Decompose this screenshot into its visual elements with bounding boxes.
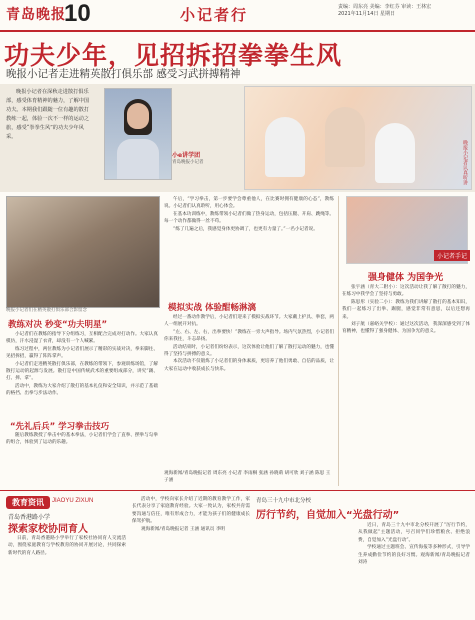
left-story-kicker: 青岛香港路小学 bbox=[8, 514, 51, 521]
paragraph: 学校通过主题班会、宣传海报等多种形式，引导学生养成勤俭节约的良好习惯。观海新闻/青岛晚报记者 刘涛 bbox=[358, 545, 470, 566]
top-photo-caption: 晚报小记者认真听讲 bbox=[462, 140, 468, 185]
paragraph: “左、右、左、右，出拳要快！”教练在一旁大声指导。场内气氛热烈，小记者们你来我往，斗志昂扬。 bbox=[164, 329, 334, 343]
article-subhead: 晚报小记者走进精英散打俱乐部 感受习武拼搏精神 bbox=[6, 68, 241, 80]
paragraph: 张宇涵（青大二附小）：这次活动让我了解了散打的魅力，在练习中我学会了坚持与勇敢。 bbox=[342, 285, 470, 298]
paragraph: 在基本功训练中，教练带领小记者们做了热身运动，包括压腿、开肩、跳绳等。每一个动作都做得一丝不苟。 bbox=[164, 211, 334, 225]
left-story-title: 探索家校协同育人 bbox=[8, 524, 88, 535]
paragraph: 活动结束时，小记者们纷纷表示，这次体验让他们了解了散打运动的魅力，也懂得了坚持与拼搏的意义。 bbox=[164, 344, 334, 358]
article-column-b bbox=[164, 196, 334, 296]
paragraph: 午后，“学习拳击，第一步要学会尊重他人，在比赛时拥有健康的心态”，教练说。小记者们认真聆听，用心体会。 bbox=[164, 197, 334, 210]
paragraph: 日前，青岛香港路小学举行了家校社协同育人交流活动，围绕家庭教育与学校教育的协同开展讨论，共同探索新时代的育人路径。 bbox=[8, 536, 126, 556]
intro-text: 晚报小记者在深秋走进散打俱乐部，感受体育精神的魅力，了解中国功夫。本期我们跟随一位有趣的散打教练一起，体验一次不一样的运动之旅，感受“拳拳生风”的功夫少年风采。 bbox=[6, 89, 90, 140]
paragraph: 活动中，教练为大家介绍了散打的基本礼仪和安全知识，并示范了基础的格挡、出拳与步法动作。 bbox=[6, 383, 158, 397]
education-news-tag: 教育资讯 bbox=[6, 496, 50, 509]
paragraph: 陈思彤（实验二小）：教练为我们讲解了散打的基本知识，我们一起练习了出拳、踢腿，感觉非常有意思，以后还想再来。 bbox=[342, 299, 470, 320]
portrait-body bbox=[117, 139, 159, 179]
subheading-sparring: 模拟实战 体验酣畅淋漓 bbox=[168, 303, 256, 313]
right-story-kicker: 青岛三十九中市北分校 bbox=[256, 498, 312, 504]
main-photo-caption: 晚报小记者们在精英散打俱乐部合影留念 bbox=[6, 308, 87, 313]
article-column-a3 bbox=[6, 432, 158, 486]
newspaper-logo: 青岛晚报 bbox=[6, 7, 66, 23]
sidebar-tag: 小记者手记 bbox=[434, 250, 470, 261]
sidebar-headline: 强身健体 为国争光 bbox=[368, 273, 444, 283]
paragraph: 刘子航（嘉峪关学校）：通过这次活动，我深深感受到了体育精神，也懂得了强身健体、为国争光的意义。 bbox=[342, 322, 470, 335]
paragraph: 本次活动不仅锻炼了小记者们的身体素质，更培养了他们勇敢、自信的品质，让大家在运动中收获成长与快乐。 bbox=[164, 359, 334, 372]
right-story-column bbox=[358, 522, 470, 618]
article-column-b2 bbox=[164, 314, 334, 474]
paragraph: 观海新闻/青岛晚报记者 王涵 通讯员 李明 bbox=[141, 526, 226, 532]
paragraph: 活动中，学校向家长介绍了近期的教育教学工作，家长代表分享了家庭教育经验。大家一致认为，家校共育需要沟通与信任，唯有形成合力，才能为孩子们的健康成长保驾护航。 bbox=[132, 497, 250, 525]
portrait-caption bbox=[172, 150, 240, 165]
photo-figure bbox=[375, 123, 415, 183]
reporter-portrait bbox=[104, 88, 172, 180]
paragraph: 小记者们在教练的指导下分组练习，互相配合完成对打动作。大家认真模仿，汗水浸湿了衣背，却没有一个人喊累。 bbox=[6, 332, 158, 345]
section-divider bbox=[0, 490, 475, 491]
article-byline: 观海新闻/青岛晚报记者 周东亮 小记者 李雨桐 张涵 孙晓萌 胡可欣 刘子涵 陈思 王子涵 bbox=[164, 471, 331, 483]
article-headline: 功夫少年，见招拆招拳拳生风 bbox=[4, 41, 343, 70]
paragraph: 小记者们走进精英散打俱乐部，在教练的带领下，参观训练场馆，了解散打运动的起源与发展。散打是中国传统武术的重要组成部分，讲究“踢、打、摔、拿”。 bbox=[6, 361, 158, 382]
paragraph: “练了几遍之后，我感觉身体更协调了，也更有力量了。”一名小记者说。 bbox=[173, 226, 318, 232]
sidebar-column bbox=[342, 284, 470, 484]
portrait-caption-sub: 青岛晚报小记者 bbox=[172, 160, 204, 165]
photo-figure bbox=[265, 117, 305, 177]
subheading-boxing-skills: “先礼后兵” 学习拳击技巧 bbox=[10, 422, 110, 432]
subheading-coach-duel: 教练对决 秒变“功夫明星” bbox=[8, 320, 108, 330]
middle-story-column bbox=[132, 496, 250, 616]
left-story-column bbox=[8, 535, 126, 615]
paragraph: 练习过程中，两位教练为小记者们展示了精彩的实战对决，拳来脚往、见招拆招，赢得了阵阵掌声。 bbox=[6, 346, 158, 360]
photo-figure bbox=[325, 107, 365, 167]
portrait-caption-title: 小e讲学团 bbox=[172, 152, 201, 159]
portrait-face bbox=[127, 103, 149, 129]
section-title: 小记者行 bbox=[180, 6, 249, 24]
right-story-title: 厉行节约，自觉加入“光盘行动” bbox=[256, 510, 400, 521]
publish-date: 2021年11月14日 星期日 bbox=[338, 11, 396, 17]
page-number: 10 bbox=[64, 0, 91, 27]
paragraph: 随后教练教授了拳击中的基本拳法，小记者们学会了直拳、摆拳与勾拳的组合，体验到了运动的乐趣。 bbox=[6, 433, 158, 446]
editor-credits: 责编：周东亮 美编：李红芬 审读：王林宏 bbox=[338, 4, 432, 10]
main-photo bbox=[6, 196, 160, 308]
paragraph: 近日，青岛三十九中市北分校开展了“厉行节约，从我做起”主题活动，号召同学们珍惜粮食、拒绝浪费，自觉加入“光盘行动”。 bbox=[358, 523, 470, 543]
education-news-tag-en: JIAOYU ZIXUN bbox=[52, 498, 94, 504]
paragraph: 经过一番动作教学后，小记者们迎来了模拟实战环节。大家戴上护具、拳套，两人一组展开对抗。 bbox=[164, 315, 334, 328]
masthead-meta bbox=[338, 4, 472, 18]
